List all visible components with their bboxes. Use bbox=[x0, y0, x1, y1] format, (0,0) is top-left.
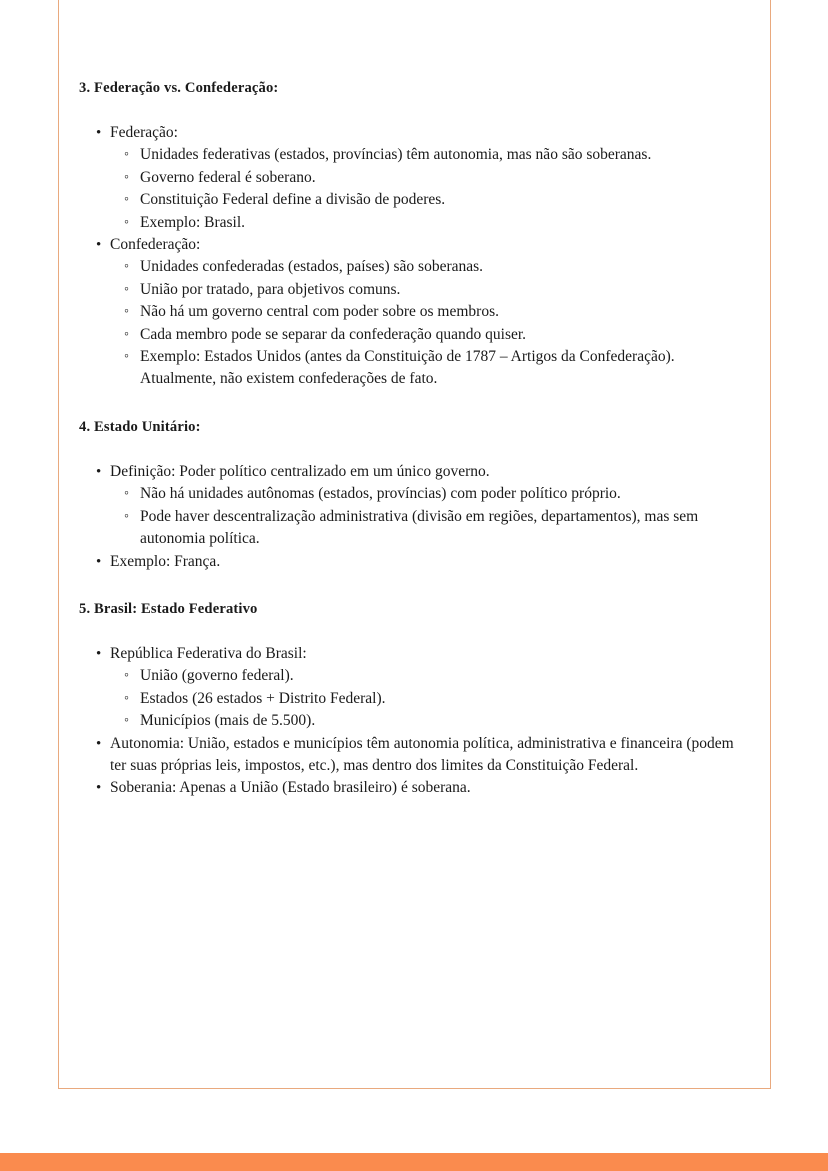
list-item bbox=[79, 346, 751, 391]
spacer bbox=[79, 391, 751, 417]
list-item bbox=[79, 234, 751, 391]
list-item bbox=[79, 212, 751, 234]
list-item-text: • Confederação: bbox=[79, 234, 751, 256]
footer-accent-bar bbox=[0, 1153, 828, 1171]
bullet-list bbox=[79, 461, 751, 573]
list-item bbox=[79, 665, 751, 687]
sub-bullet-list bbox=[79, 665, 751, 732]
section-heading: 3. Federação vs. Confederação: bbox=[79, 80, 279, 96]
list-item-text: • Soberania: Apenas a União (Estado brasileiro) é soberana. bbox=[79, 777, 751, 799]
list-item bbox=[79, 144, 751, 166]
list-item bbox=[79, 122, 751, 234]
list-item bbox=[79, 643, 751, 733]
list-item-text: ◦ Governo federal é soberano. bbox=[79, 167, 751, 189]
list-item bbox=[79, 710, 751, 732]
list-item-text: ◦ Não há um governo central com poder sobre os membros. bbox=[79, 301, 751, 323]
section-brasil-estado-federativo bbox=[79, 599, 751, 800]
bullet-list bbox=[79, 122, 751, 391]
list-item bbox=[79, 301, 751, 323]
list-item bbox=[79, 167, 751, 189]
section-federacao-vs-confederacao bbox=[79, 78, 751, 391]
list-item bbox=[79, 777, 751, 799]
list-item bbox=[79, 551, 751, 573]
list-item-text: ◦ Exemplo: Estados Unidos (antes da Constituição de 1787 – Artigos da Confederação). Atualmente, não existem confederações de fato. bbox=[79, 346, 751, 391]
list-item bbox=[79, 279, 751, 301]
section-heading: 4. Estado Unitário: bbox=[79, 418, 201, 435]
list-item-text: ◦ Unidades federativas (estados, províncias) têm autonomia, mas não são soberanas. bbox=[79, 144, 751, 166]
list-item-text: ◦ Municípios (mais de 5.500). bbox=[79, 710, 751, 732]
list-item-text: ◦ Não há unidades autônomas (estados, províncias) com poder político próprio. bbox=[79, 483, 751, 505]
list-item-text: • Federação: bbox=[79, 122, 751, 144]
list-item-text: • Autonomia: União, estados e municípios têm autonomia política, administrativa e financeira (podem ter suas próprias leis, impostos, etc.), mas dentro dos limites da Constituição Federal. bbox=[79, 733, 751, 778]
list-item bbox=[79, 506, 751, 551]
spacer bbox=[79, 619, 751, 643]
list-item bbox=[79, 733, 751, 778]
list-item-text: • República Federativa do Brasil: bbox=[79, 643, 751, 665]
sub-bullet-list bbox=[79, 256, 751, 390]
list-item bbox=[79, 189, 751, 211]
section-estado-unitario bbox=[79, 417, 751, 573]
list-item-text: ◦ Pode haver descentralização administrativa (divisão em regiões, departamentos), mas sem autonomia política. bbox=[79, 506, 751, 551]
list-item-text: ◦ Cada membro pode se separar da confederação quando quiser. bbox=[79, 324, 751, 346]
document-body bbox=[79, 78, 751, 800]
list-item-text: ◦ Constituição Federal define a divisão de poderes. bbox=[79, 189, 751, 211]
list-item bbox=[79, 324, 751, 346]
sub-bullet-list bbox=[79, 483, 751, 550]
sub-bullet-list bbox=[79, 144, 751, 234]
list-item bbox=[79, 461, 751, 551]
spacer bbox=[79, 573, 751, 599]
list-item-text: ◦ Unidades confederadas (estados, países) são soberanas. bbox=[79, 256, 751, 278]
list-item bbox=[79, 256, 751, 278]
bullet-list bbox=[79, 643, 751, 800]
list-item-text: • Exemplo: França. bbox=[79, 551, 751, 573]
list-item-text: ◦ União por tratado, para objetivos comuns. bbox=[79, 279, 751, 301]
list-item-text: ◦ Exemplo: Brasil. bbox=[79, 212, 751, 234]
list-item-text: ◦ União (governo federal). bbox=[79, 665, 751, 687]
list-item bbox=[79, 483, 751, 505]
section-heading: 5. Brasil: Estado Federativo bbox=[79, 600, 258, 617]
list-item-text: • Definição: Poder político centralizado em um único governo. bbox=[79, 461, 751, 483]
spacer bbox=[79, 437, 751, 461]
spacer bbox=[79, 98, 751, 122]
list-item bbox=[79, 688, 751, 710]
list-item-text: ◦ Estados (26 estados + Distrito Federal). bbox=[79, 688, 751, 710]
